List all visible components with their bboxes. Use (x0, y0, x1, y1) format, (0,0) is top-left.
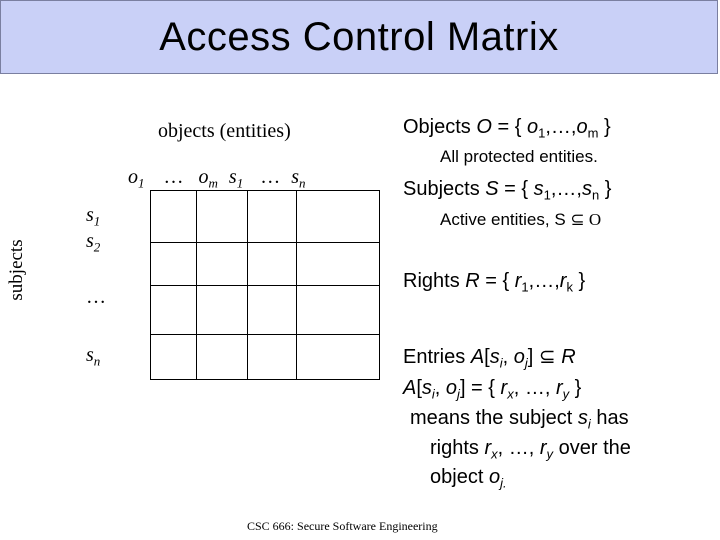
column-label-sn: $s_n$ (291, 166, 306, 191)
column-label-dots-2: … (260, 166, 281, 188)
column-label-dots: … (163, 166, 184, 188)
slide-footer: CSC 666: Secure Software Engineering (247, 519, 438, 533)
objects-header: objects (entities) (158, 120, 291, 142)
row-label-dots: … (86, 286, 106, 308)
column-labels (128, 166, 305, 189)
entries-formula: $A[s_i$, $o_j$] = { $r_x$, …, $r_y$ } (403, 377, 582, 402)
rights-definition: Rights R = { $r_1,\dots,r_k$ } (403, 270, 586, 295)
row-label-s1: $s_1$ (86, 204, 101, 229)
grid-line (151, 285, 379, 286)
subjects-note: Active entities, S ⊆ O (440, 210, 602, 229)
column-label-om: $o_m$ (198, 166, 218, 191)
objects-definition: Objects O = { $o_1,\dots,o_m$ } (403, 116, 611, 141)
subset-symbol: ⊆ (570, 210, 585, 229)
subjects-definition: Subjects S = { $s_1,\dots,s_n$ } (403, 178, 612, 203)
grid-line (151, 334, 379, 335)
row-label-sn: $s_n$ (86, 344, 101, 369)
entries-explanation-line-1: means the subject $s_i$ has (410, 407, 629, 432)
column-label-o1: $o_1$ (128, 166, 145, 191)
objects-note: All protected entities. (440, 147, 598, 166)
subset-symbol: ⊆ (538, 346, 556, 368)
title-bar (0, 0, 718, 74)
entries-explanation-line-2: rights $r_x$, …, $r_y$ over the (430, 437, 631, 462)
row-label-s2: $s_2$ (86, 230, 101, 255)
slide-title: Access Control Matrix (159, 14, 559, 59)
subjects-header: subjects (6, 239, 27, 301)
column-label-s1: $s_1$ (228, 166, 244, 191)
entries-explanation-line-3: object $o_{j.}$ (430, 466, 507, 491)
grid-line (151, 242, 379, 243)
entries-definition: Entries $A[s_i$, $o_j$] ⊆ R (403, 346, 576, 371)
access-matrix-grid (150, 190, 380, 380)
